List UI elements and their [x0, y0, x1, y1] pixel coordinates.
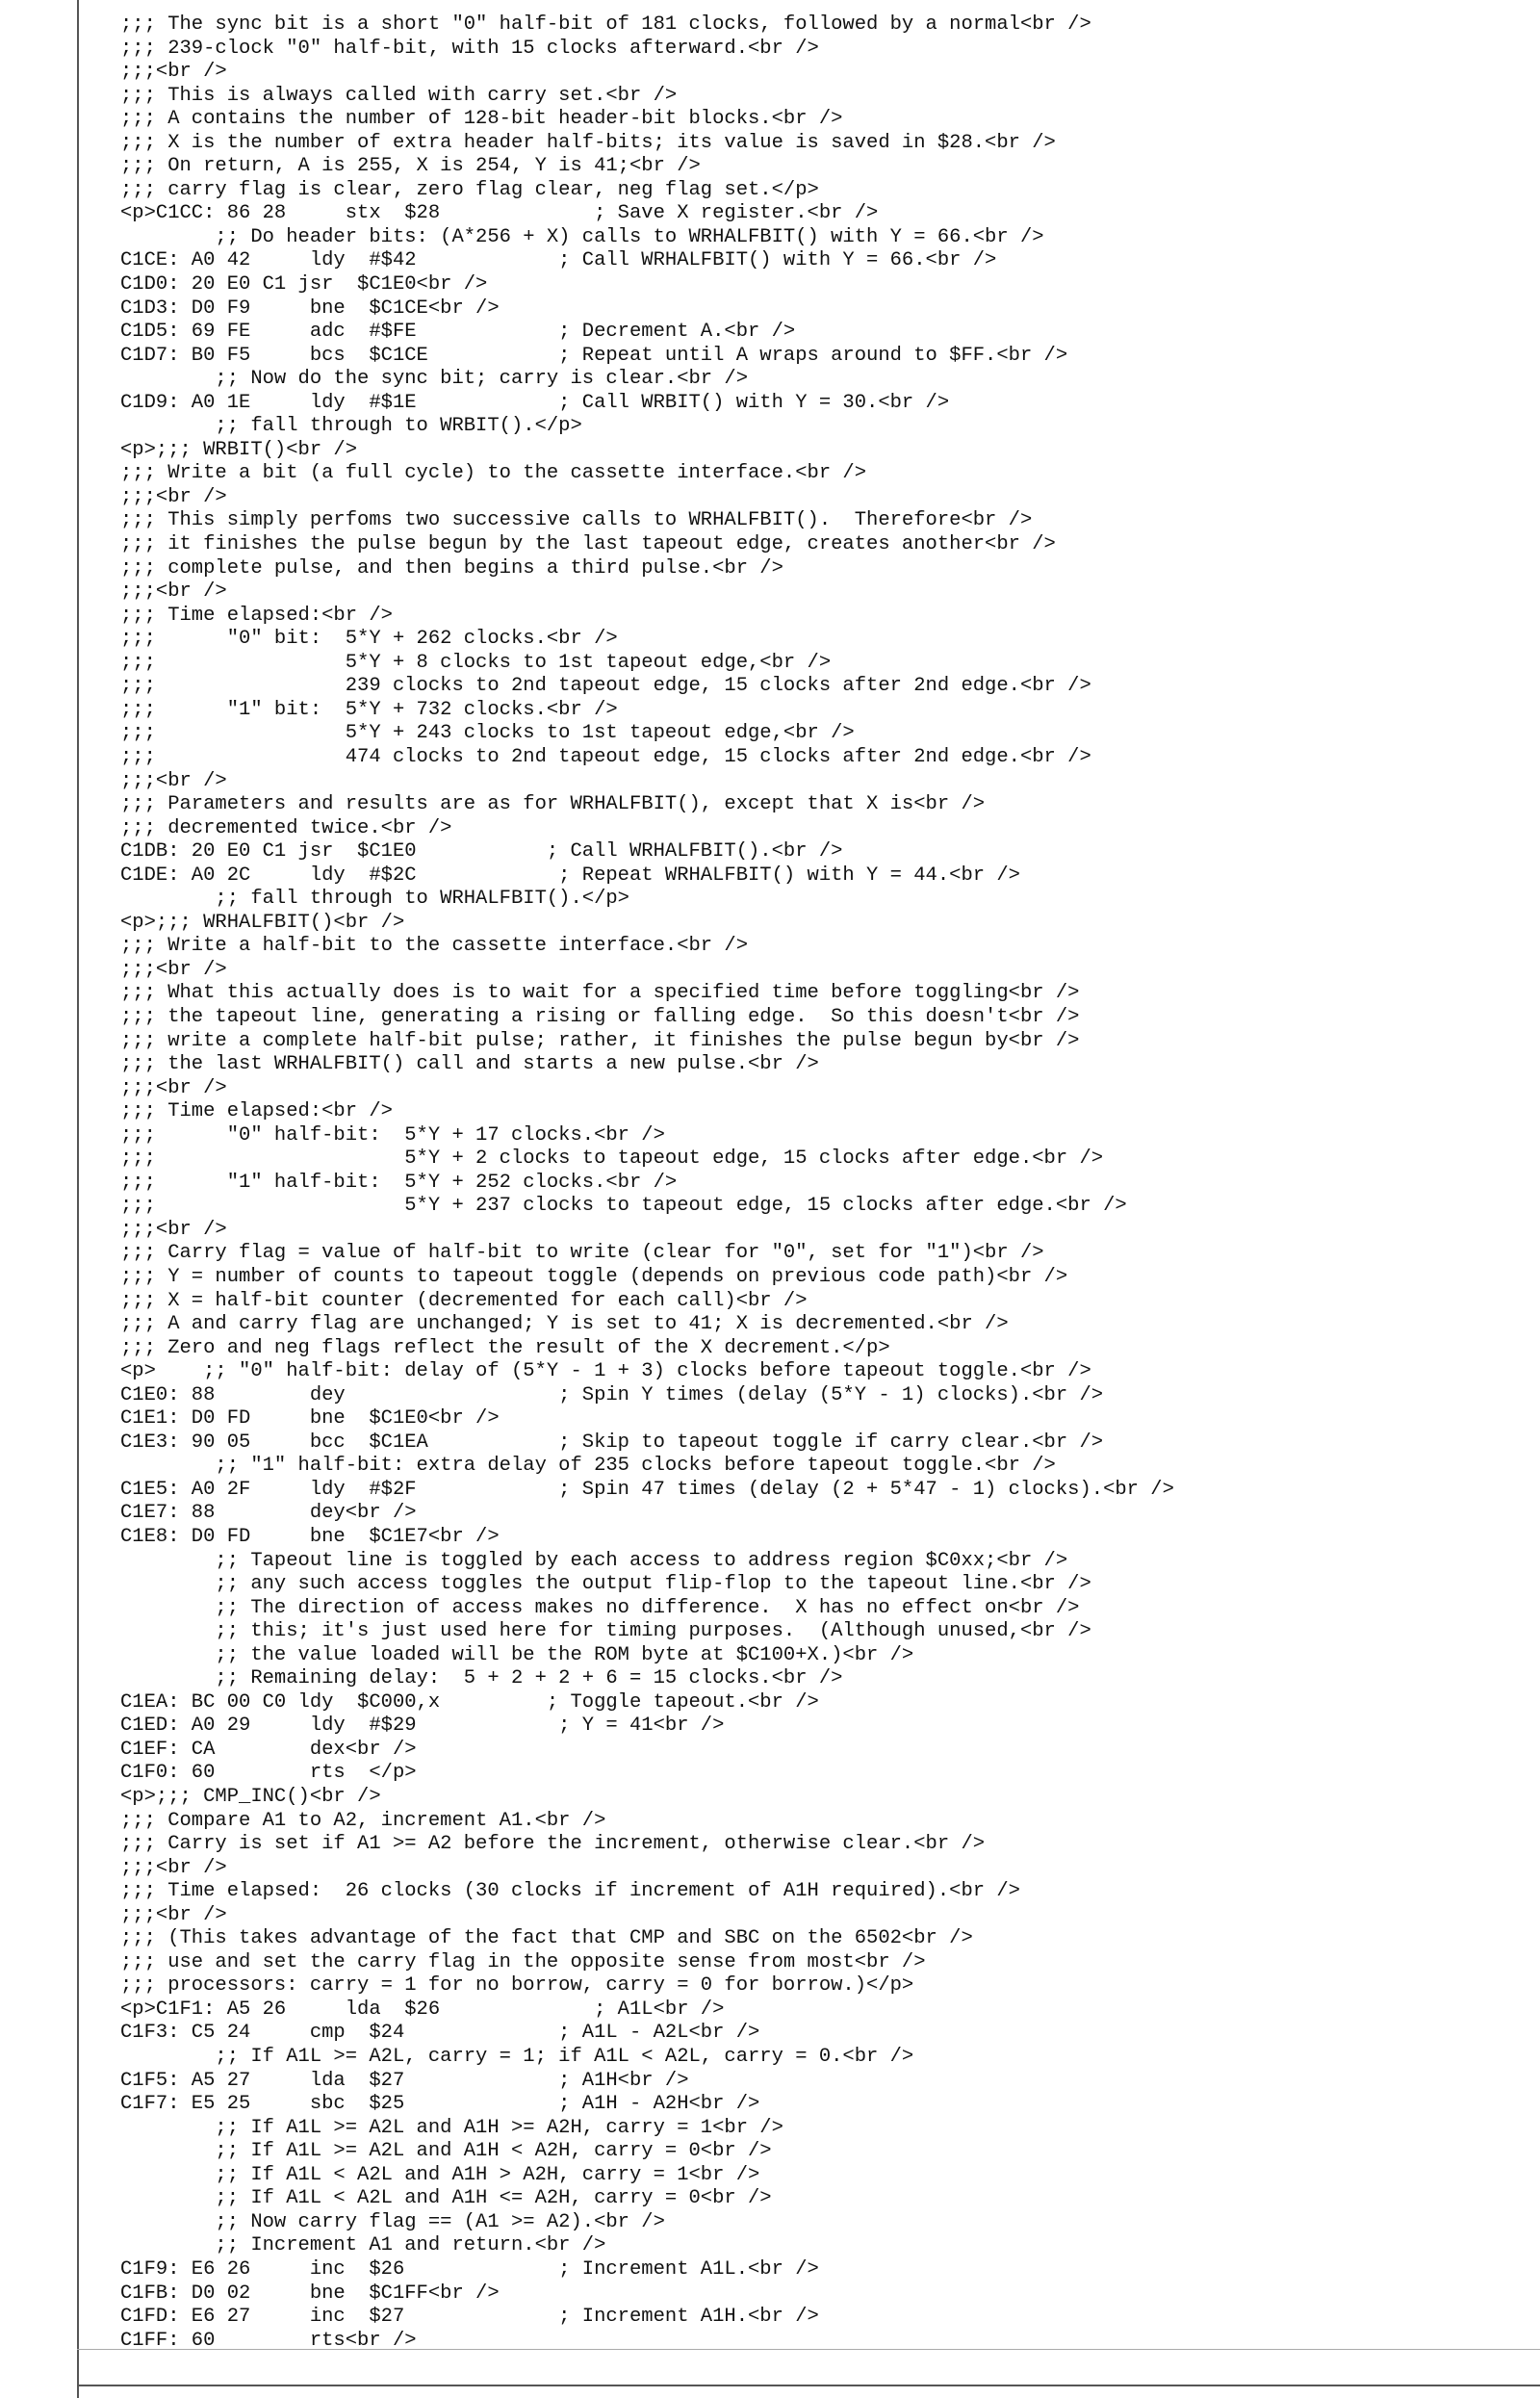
code-line: ;; Now carry flag == (A1 >= A2).<br />: [120, 2210, 665, 2233]
code-line: ;;; use and set the carry flag in the opposite sense from most<br />: [120, 1950, 926, 1973]
code-line: ;;; On return, A is 255, X is 254, Y is 41;<br />: [120, 155, 701, 178]
code-line: C1E7: 88 dey<br />: [120, 1502, 417, 1525]
code-line: C1DE: A0 2C ldy #$2C ; Repeat WRHALFBIT() with Y = 44.<br />: [120, 864, 1020, 887]
code-line: ;; If A1L >= A2L and A1H >= A2H, carry = 1<br />: [120, 2116, 783, 2139]
code-line: ;; Remaining delay: 5 + 2 + 2 + 6 = 15 clocks.<br />: [120, 1667, 843, 1690]
code-line: ;;; "0" half-bit: 5*Y + 17 clocks.<br />: [120, 1123, 665, 1147]
code-line: <p>;;; WRBIT()<br />: [120, 438, 358, 461]
code-line: ;;;<br />: [120, 1903, 227, 1926]
code-line: C1D3: D0 F9 bne $C1CE<br />: [120, 297, 500, 320]
code-line: ;; fall through to WRBIT().</p>: [120, 415, 582, 438]
code-line: ;;; 239-clock "0" half-bit, with 15 clocks afterward.<br />: [120, 37, 819, 60]
code-line: C1FB: D0 02 bne $C1FF<br />: [120, 2282, 500, 2305]
code-line: ;;; Parameters and results are as for WRHALFBIT(), except that X is<br />: [120, 793, 986, 816]
code-line: C1F9: E6 26 inc $26 ; Increment A1L.<br />: [120, 2257, 819, 2281]
code-line: ;;; carry flag is clear, zero flag clear, neg flag set.</p>: [120, 178, 819, 201]
code-line: ;;; This simply perfoms two successive calls to WRHALFBIT(). Therefore<br />: [120, 509, 1033, 532]
code-line: ;;; Write a bit (a full cycle) to the cassette interface.<br />: [120, 462, 867, 485]
bottom-border-rule: [77, 2385, 1540, 2386]
code-line: ;;; X is the number of extra header half-bits; its value is saved in $28.<br />: [120, 131, 1056, 154]
code-line: C1E5: A0 2F ldy #$2F ; Spin 47 times (delay (2 + 5*47 - 1) clocks).<br />: [120, 1478, 1174, 1501]
code-line: C1E1: D0 FD bne $C1E0<br />: [120, 1407, 500, 1431]
code-line: ;; this; it's just used here for timing purposes. (Although unused,<br />: [120, 1620, 1091, 1643]
code-line: ;; any such access toggles the output flip-flop to the tapeout line.<br />: [120, 1573, 1091, 1596]
code-line: ;;;<br />: [120, 61, 227, 84]
code-line: <p> ;; "0" half-bit: delay of (5*Y - 1 + 3) clocks before tapeout toggle.<br />: [120, 1360, 1091, 1383]
code-line: <p>C1CC: 86 28 stx $28 ; Save X register.<br />: [120, 202, 879, 225]
code-line: ;;; Time elapsed:<br />: [120, 604, 393, 627]
code-line: ;; "1" half-bit: extra delay of 235 clocks before tapeout toggle.<br />: [120, 1455, 1056, 1478]
code-line: ;;; (This takes advantage of the fact that CMP and SBC on the 6502<br />: [120, 1927, 973, 1950]
code-line: C1FD: E6 27 inc $27 ; Increment A1H.<br />: [120, 2306, 819, 2329]
code-line: ;;; Time elapsed:<br />: [120, 1100, 393, 1123]
code-line: ;; Increment A1 and return.<br />: [120, 2234, 606, 2257]
code-line: ;;; 5*Y + 8 clocks to 1st tapeout edge,<br />: [120, 651, 832, 674]
code-line: ;; Now do the sync bit; carry is clear.<br />: [120, 368, 749, 391]
code-line: ;;;<br />: [120, 1218, 227, 1241]
code-line: C1D7: B0 F5 bcs $C1CE ; Repeat until A wraps around to $FF.<br />: [120, 344, 1068, 367]
code-line: C1D0: 20 E0 C1 jsr $C1E0<br />: [120, 273, 488, 297]
code-line: ;; If A1L >= A2L and A1H < A2H, carry = 0<br />: [120, 2140, 772, 2163]
code-line: ;;; This is always called with carry set.<br />: [120, 84, 678, 107]
code-line: C1EA: BC 00 C0 ldy $C000,x ; Toggle tapeout.<br />: [120, 1690, 819, 1714]
code-line: ;;; The sync bit is a short "0" half-bit of 181 clocks, followed by a normal<br />: [120, 13, 1091, 36]
code-listing: [120, 13, 1174, 2353]
code-line: ;;; decremented twice.<br />: [120, 816, 452, 839]
code-line: ;;; Y = number of counts to tapeout toggle (depends on previous code path)<br />: [120, 1265, 1068, 1288]
code-line: ;;;<br />: [120, 485, 227, 508]
code-line: ;; fall through to WRHALFBIT().</p>: [120, 888, 629, 911]
code-line: C1FF: 60 rts<br />: [120, 2329, 417, 2352]
code-line: ;;; A contains the number of 128-bit header-bit blocks.<br />: [120, 108, 843, 131]
code-line: ;; If A1L >= A2L, carry = 1; if A1L < A2L, carry = 0.<br />: [120, 2046, 914, 2069]
code-line: ;; the value loaded will be the ROM byte at $C100+X.)<br />: [120, 1643, 914, 1666]
code-line: ;;; the last WRHALFBIT() call and starts a new pulse.<br />: [120, 1053, 819, 1076]
code-line: ;;; "0" bit: 5*Y + 262 clocks.<br />: [120, 628, 618, 651]
code-line: C1F5: A5 27 lda $27 ; A1H<br />: [120, 2069, 689, 2092]
code-line: C1F0: 60 rts </p>: [120, 1762, 417, 1785]
code-line: C1F3: C5 24 cmp $24 ; A1L - A2L<br />: [120, 2022, 760, 2045]
code-line: ;;;<br />: [120, 580, 227, 604]
code-line: <p>C1F1: A5 26 lda $26 ; A1L<br />: [120, 1998, 725, 2021]
left-border-rule: [77, 0, 79, 2398]
code-line: ;; Do header bits: (A*256 + X) calls to WRHALFBIT() with Y = 66.<br />: [120, 225, 1044, 248]
code-line: ;;; processors: carry = 1 for no borrow, carry = 0 for borrow.)</p>: [120, 1974, 914, 1998]
code-line: ;;;<br />: [120, 958, 227, 981]
code-line: ;;;<br />: [120, 1856, 227, 1879]
code-line: ;;; 5*Y + 2 clocks to tapeout edge, 15 clocks after edge.<br />: [120, 1147, 1104, 1171]
code-line: ;;; complete pulse, and then begins a third pulse.<br />: [120, 556, 783, 580]
code-line: ;;; A and carry flag are unchanged; Y is set to 41; X is decremented.<br />: [120, 1313, 1009, 1336]
code-line: ;; Tapeout line is toggled by each access to address region $C0xx;<br />: [120, 1549, 1068, 1572]
code-line: ;;; Carry is set if A1 >= A2 before the increment, otherwise clear.<br />: [120, 1833, 986, 1856]
code-line: ;;; Carry flag = value of half-bit to write (clear for "0", set for "1")<br />: [120, 1242, 1044, 1265]
code-line: ;;;<br />: [120, 769, 227, 792]
code-line: <p>;;; CMP_INC()<br />: [120, 1786, 381, 1809]
code-line: ;;; 474 clocks to 2nd tapeout edge, 15 clocks after 2nd edge.<br />: [120, 745, 1091, 768]
code-line: C1E8: D0 FD bne $C1E7<br />: [120, 1526, 500, 1548]
code-line: ;;; it finishes the pulse begun by the last tapeout edge, creates another<br />: [120, 533, 1056, 556]
code-line: ;;; Time elapsed: 26 clocks (30 clocks if increment of A1H required).<br />: [120, 1880, 1020, 1903]
code-line: ;;; 5*Y + 243 clocks to 1st tapeout edge,<br />: [120, 722, 855, 745]
code-line: ;; If A1L < A2L and A1H <= A2H, carry = 0<br />: [120, 2187, 772, 2210]
code-line: ;;;<br />: [120, 1076, 227, 1099]
code-line: ;;; the tapeout line, generating a rising or falling edge. So this doesn't<br />: [120, 1005, 1080, 1028]
code-line: ;; If A1L < A2L and A1H > A2H, carry = 1<br />: [120, 2163, 760, 2186]
code-line: ;; The direction of access makes no difference. X has no effect on<br />: [120, 1596, 1080, 1619]
code-line: ;;; Write a half-bit to the cassette interface.<br />: [120, 935, 749, 958]
code-line: ;;; X = half-bit counter (decremented for each call)<br />: [120, 1289, 808, 1312]
code-line: ;;; Zero and neg flags reflect the result of the X decrement.</p>: [120, 1336, 890, 1359]
code-line: ;;; "1" bit: 5*Y + 732 clocks.<br />: [120, 698, 618, 721]
code-line: ;;; "1" half-bit: 5*Y + 252 clocks.<br />: [120, 1171, 678, 1194]
code-line: C1F7: E5 25 sbc $25 ; A1H - A2H<br />: [120, 2093, 760, 2116]
code-line: C1D9: A0 1E ldy #$1E ; Call WRBIT() with Y = 30.<br />: [120, 391, 950, 414]
code-line: C1ED: A0 29 ldy #$29 ; Y = 41<br />: [120, 1715, 725, 1738]
code-line: <p>;;; WRHALFBIT()<br />: [120, 911, 405, 934]
code-line: C1D5: 69 FE adc #$FE ; Decrement A.<br />: [120, 321, 796, 344]
code-line: ;;; write a complete half-bit pulse; rather, it finishes the pulse begun by<br />: [120, 1029, 1080, 1052]
code-line: ;;; 239 clocks to 2nd tapeout edge, 15 clocks after 2nd edge.<br />: [120, 675, 1091, 698]
code-line: ;;; What this actually does is to wait for a specified time before toggling<br />: [120, 982, 1080, 1005]
code-line: C1E0: 88 dey ; Spin Y times (delay (5*Y - 1) clocks).<br />: [120, 1383, 1104, 1406]
code-line: ;;; Compare A1 to A2, increment A1.<br />: [120, 1809, 606, 1832]
code-line: C1CE: A0 42 ldy #$42 ; Call WRHALFBIT() with Y = 66.<br />: [120, 249, 997, 272]
code-line: C1EF: CA dex<br />: [120, 1738, 417, 1761]
code-line: C1E3: 90 05 bcc $C1EA ; Skip to tapeout toggle if carry clear.<br />: [120, 1431, 1104, 1454]
code-line: C1DB: 20 E0 C1 jsr $C1E0 ; Call WRHALFBIT().<br />: [120, 840, 843, 864]
code-line: ;;; 5*Y + 237 clocks to tapeout edge, 15 clocks after edge.<br />: [120, 1195, 1127, 1218]
